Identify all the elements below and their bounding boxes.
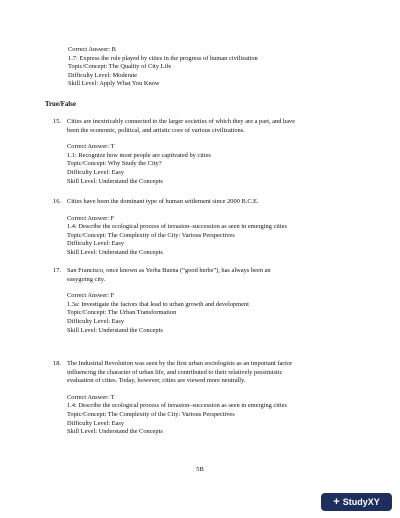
question-text: The Industrial Revolution was seen by the first urban sociologists as an important factor influencing the character of urban life, and contributed to their relatively pessimistic evaluation of cities. Today, however, cities are viewed more neutrally. xyxy=(67,360,293,385)
difficulty-level: Difficulty Level: Moderate xyxy=(68,71,138,79)
question-text: Cities have been the dominant type of human settlement since 2000 B.C.E. xyxy=(67,198,259,205)
skill-level: Skill Level: Understand the Concepts xyxy=(67,177,163,185)
question-number: 15. xyxy=(53,118,61,125)
topic-concept: Topic/Concept: The Urban Transformation xyxy=(67,309,177,317)
learning-objective: 1.7: Express the role played by cities in the progress of human civilization xyxy=(68,54,258,62)
question-number: 16. xyxy=(53,198,61,205)
section-heading: True/False xyxy=(45,101,76,108)
topic-concept: Topic/Concept: Why Study the City? xyxy=(67,160,162,168)
answer-block xyxy=(67,143,353,186)
question-17 xyxy=(53,267,353,335)
skill-level: Skill Level: Apply What You Know xyxy=(68,80,160,88)
page-number: 5B xyxy=(196,466,204,473)
skill-level: Skill Level: Understand the Concepts xyxy=(67,428,163,436)
correct-answer: Correct Answer: T xyxy=(67,393,115,401)
question-text: San Francisco, once known as Yerba Buena (“good herbs”), has always been an easygoing city. xyxy=(67,267,271,283)
correct-answer: Correct Answer: F xyxy=(67,214,115,222)
correct-answer: Correct Answer: F xyxy=(67,292,115,300)
difficulty-level: Difficulty Level: Easy xyxy=(67,419,125,427)
difficulty-level: Difficulty Level: Easy xyxy=(67,168,125,176)
plus-icon: + xyxy=(333,495,340,508)
topic-concept: Topic/Concept: The Complexity of the City: Various Perspectives xyxy=(67,410,235,418)
answer-block xyxy=(67,215,353,258)
topic-concept: Topic/Concept: The Quality of City Life xyxy=(68,63,172,71)
difficulty-level: Difficulty Level: Easy xyxy=(67,317,125,325)
question-16 xyxy=(53,198,353,258)
learning-objective: 1.4: Describe the ecological process of invasion–succession as seen in emerging cities xyxy=(67,402,287,410)
question-text: Cities are inextricably connected to the larger societies of which they are a part, and have been the economic, political, and artistic core of various civilizations. xyxy=(67,118,296,134)
correct-answer: Correct Answer: T xyxy=(67,143,115,151)
skill-level: Skill Level: Understand the Concepts xyxy=(67,248,163,256)
question-number: 17. xyxy=(53,267,61,274)
answer-block xyxy=(67,394,353,437)
answer-block xyxy=(67,292,353,335)
learning-objective: 1.1: Recognize how most people are captivated by cities xyxy=(67,151,211,159)
correct-answer: Correct Answer: B xyxy=(68,46,116,53)
difficulty-level: Difficulty Level: Easy xyxy=(67,240,125,248)
skill-level: Skill Level: Understand the Concepts xyxy=(67,326,163,334)
question-15 xyxy=(53,118,353,186)
learning-objective: 1.4: Describe the ecological process of invasion–succession as seen in emerging cities xyxy=(67,223,287,231)
question-18 xyxy=(53,360,353,437)
answer-block-14 xyxy=(68,46,258,89)
question-number: 18. xyxy=(53,360,61,367)
topic-concept: Topic/Concept: The Complexity of the City: Various Perspectives xyxy=(67,231,235,239)
learning-objective: 1.3a: Investigate the factors that lead to urban growth and development xyxy=(67,300,249,308)
brand-label: StudyXY xyxy=(342,496,380,507)
studyxy-logo-button[interactable] xyxy=(321,493,392,511)
